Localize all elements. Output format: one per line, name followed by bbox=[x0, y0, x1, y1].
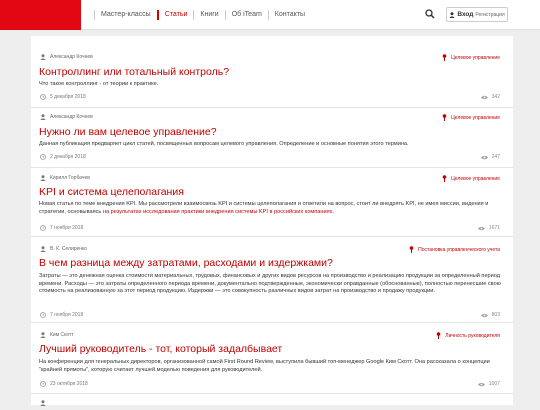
clock-icon bbox=[40, 312, 46, 318]
date-label: 7 ноября 2018 bbox=[50, 225, 84, 231]
logo[interactable] bbox=[0, 0, 81, 30]
views-count: 342 bbox=[491, 94, 500, 100]
nav-item-master-classes[interactable]: Мастер-классы bbox=[94, 10, 157, 20]
article-views bbox=[478, 225, 500, 231]
article-tag[interactable] bbox=[442, 54, 500, 61]
article-title[interactable]: Контроллинг или тотальный контроль? bbox=[39, 66, 230, 78]
article-excerpt: Что такое контроллинг - от теории к практике. bbox=[39, 81, 159, 87]
article-tag-label: Целевое управление bbox=[451, 175, 500, 182]
article-excerpt: Данная публикация предваряет цикл статей, посвященных вопросам целевого управления. Определение и основные понятия этого термина. bbox=[39, 141, 409, 147]
article-item bbox=[31, 246, 513, 323]
search-icon[interactable] bbox=[425, 9, 435, 19]
user-icon bbox=[40, 246, 46, 252]
article-date bbox=[40, 381, 88, 387]
article-author[interactable]: Ким Скотт bbox=[50, 332, 74, 338]
user-icon bbox=[40, 400, 46, 406]
clock-icon bbox=[40, 225, 46, 231]
article-date bbox=[40, 94, 86, 100]
article-item bbox=[31, 114, 513, 168]
date-label: 2 декабря 2018 bbox=[50, 154, 86, 160]
article-tag[interactable] bbox=[409, 246, 500, 253]
user-icon bbox=[40, 175, 46, 181]
article-item bbox=[31, 175, 513, 237]
article-excerpt: Затраты — это денежная оценка стоимости материальных, трудовых, финансовых и других видов ресурсов на производство и реализацию продукции за определенный период времени. Расходы — это затраты определенного периода времени, документально подтвержденные, экономически оправданные (обоснованные), полностью перенесшие свою стоимость на реализованную за этот период продукцию. Издержки — это совокупность различных видов затрат на производство и продажу продукции. bbox=[39, 273, 501, 295]
article-meta bbox=[40, 114, 93, 120]
article-views bbox=[481, 312, 500, 318]
top-bar bbox=[0, 0, 540, 30]
article-author[interactable]: Кирилл Горбачев bbox=[50, 175, 90, 181]
pin-icon bbox=[442, 114, 447, 121]
nav-item-books[interactable]: Книги bbox=[193, 10, 224, 20]
clock-icon bbox=[40, 94, 46, 100]
date-label: 23 октября 2018 bbox=[50, 381, 88, 387]
article-item bbox=[31, 332, 513, 394]
article-item bbox=[31, 54, 513, 108]
article-meta bbox=[40, 54, 93, 60]
eye-icon bbox=[478, 226, 485, 231]
excerpt-link[interactable]: на результатах исследования практики внедрения системы KPI в российских компаниях bbox=[102, 208, 333, 215]
article-date bbox=[40, 225, 83, 231]
nav-item-contacts[interactable]: Контакты bbox=[268, 10, 311, 20]
nav-item-articles[interactable]: Статьи bbox=[157, 10, 194, 20]
article-tag[interactable] bbox=[436, 332, 500, 339]
articles-list bbox=[31, 36, 513, 405]
article-tag-label: Целевое управление bbox=[451, 114, 500, 121]
article-tag-label: Целевое управление bbox=[451, 54, 500, 61]
register-label: Регистрация bbox=[475, 11, 505, 18]
article-views bbox=[481, 94, 500, 100]
article-title[interactable]: Нужно ли вам целевое управление? bbox=[39, 126, 217, 138]
article-tag[interactable] bbox=[442, 114, 500, 121]
article-views bbox=[478, 381, 500, 387]
date-label: 7 ноября 2018 bbox=[50, 312, 84, 318]
article-author[interactable]: В. К. Селиренко bbox=[50, 246, 88, 252]
eye-icon bbox=[481, 313, 488, 318]
pin-icon bbox=[436, 332, 441, 339]
article-tag-label: Постановка управленческого учета bbox=[418, 246, 500, 253]
user-icon bbox=[449, 12, 455, 18]
article-title[interactable]: Лучший руководитель - тот, который задалбывает bbox=[39, 343, 283, 355]
pin-icon bbox=[442, 54, 447, 61]
user-icon bbox=[40, 114, 46, 120]
article-author[interactable]: Александр Кочнев bbox=[50, 54, 93, 60]
article-item bbox=[31, 400, 513, 410]
views-count: 1007 bbox=[488, 381, 500, 387]
article-date bbox=[40, 154, 86, 160]
user-icon bbox=[40, 54, 46, 60]
views-count: 803 bbox=[491, 312, 500, 318]
eye-icon bbox=[481, 155, 488, 160]
article-tag[interactable] bbox=[442, 175, 500, 182]
eye-icon bbox=[478, 382, 485, 387]
article-meta bbox=[40, 246, 87, 252]
nav-item-about[interactable]: Об iTeam bbox=[225, 10, 268, 20]
user-icon bbox=[40, 332, 46, 338]
article-meta bbox=[40, 332, 74, 338]
pin-icon bbox=[409, 246, 414, 253]
article-author[interactable]: Александр Кочнев bbox=[50, 114, 93, 120]
article-views bbox=[481, 154, 500, 160]
article-excerpt: На конференции для генеральных директоров, организованной самой First Round Review, выступила бывший топ-менеджер Google Ким Скотт. Она рассказала о концепции "крайней прямоты", которую считает лучшей моделью поведения для руководителей. bbox=[39, 359, 490, 373]
article-excerpt: Новая статья по теме внедрения KPI. Мы рассмотрели взаимосвязь KPI и системы целеполагания и ответили на вопрос, стоит ли внедрять KPI, не имея миссии, видения и стратегии, основываясь на результатах исследования практики внедрения системы KPI в российских компаниях. bbox=[39, 201, 489, 215]
main-nav bbox=[94, 0, 311, 30]
clock-icon bbox=[40, 154, 46, 160]
date-label: 5 декабря 2018 bbox=[50, 94, 86, 100]
login-label: Вход bbox=[457, 11, 474, 18]
views-count: 1671 bbox=[488, 225, 500, 231]
article-title[interactable]: KPI и система целеполагания bbox=[39, 186, 184, 198]
login-button[interactable] bbox=[446, 7, 508, 22]
eye-icon bbox=[481, 95, 488, 100]
pin-icon bbox=[442, 175, 447, 182]
article-date bbox=[40, 312, 83, 318]
clock-icon bbox=[40, 381, 46, 387]
views-count: 247 bbox=[491, 154, 500, 160]
article-meta bbox=[40, 400, 50, 406]
article-title[interactable]: В чем разница между затратами, расходами и издержками? bbox=[39, 257, 333, 269]
article-meta bbox=[40, 175, 90, 181]
article-tag-label: Личность руководителя bbox=[445, 332, 500, 339]
